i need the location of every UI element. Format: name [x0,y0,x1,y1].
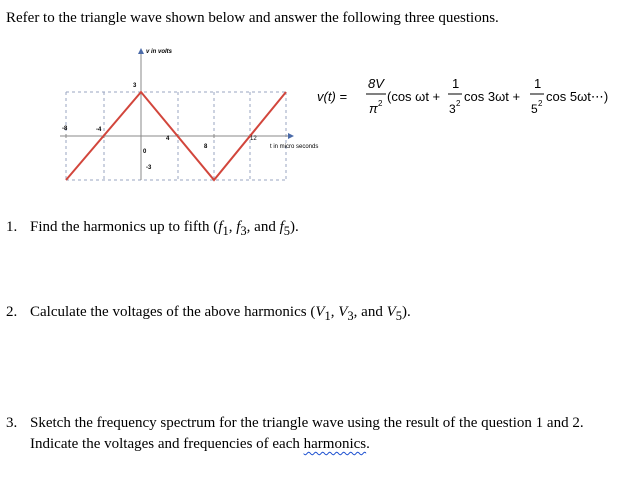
q1-f3: f [236,219,241,235]
x-tick-12: 12 [250,136,257,142]
q1-sub3: 3 [240,224,247,238]
y-tick-3: 3 [133,83,137,89]
coef-den-exp: 2 [378,99,383,108]
x-tick-8: 8 [204,144,208,150]
formula-lhs: v(t) = [317,89,347,104]
q1-pre: Find the harmonics up to fifth ( [30,219,219,235]
q2-m1: , [330,304,339,320]
question-number: 2. [6,304,18,320]
question-1 [6,217,299,242]
q1-sub1: 1 [222,224,229,238]
q1-m1: , [228,219,237,235]
q2-post: ). [402,304,411,320]
q3-line2c: . [366,436,370,452]
formula-open: (cos ωt + [387,89,441,104]
q3-spellcheck-word: harmonics [303,436,367,452]
x-axis-arrow [288,133,294,139]
q1-m2: , and [246,219,280,235]
q2-sub1: 1 [324,309,331,323]
question-3 [6,413,622,455]
x-tick-4: 4 [166,136,170,142]
f2-num: 1 [534,76,542,91]
q2-sub5: 5 [395,309,403,323]
q3-line1: Sketch the frequency spectrum for the triangle wave using the result of the question 1 and 2. [30,415,584,431]
q2-m2: , and [353,304,387,320]
term-3: cos 3ωt + [464,89,521,104]
y-axis-label: v in volts [146,49,173,55]
q1-f5: f [279,219,284,235]
q1-f1: f [218,219,223,235]
f1-den-exp: 2 [456,99,461,108]
q3-line2a: Indicate the voltages and frequencies of each [30,436,304,452]
fourier-formula [0,0,624,130]
x-tick-neg4: -4 [96,127,102,133]
coef-den: π [369,101,378,116]
q2-v5: V [386,304,396,320]
q3-line2 [6,434,622,455]
x-tick-0: 0 [143,149,147,155]
q2-pre: Calculate the voltages of the above harmonics ( [30,304,316,320]
f1-den: 3 [449,102,456,116]
q2-v1: V [315,304,325,320]
question-2 [6,302,411,327]
term-5: cos 5ωt⋯) [546,89,609,104]
q1-post: ). [290,219,299,235]
intro-text: Refer to the triangle wave shown below and answer the following three questions. [6,10,499,26]
f2-den-exp: 2 [538,99,543,108]
y-tick-neg3: -3 [146,165,152,171]
x-axis-label: t in micro seconds [270,144,319,150]
q2-sub3: 3 [347,309,354,323]
x-tick-neg8: -8 [62,126,68,132]
f1-num: 1 [452,76,460,91]
question-number: 1. [6,219,18,235]
question-number: 3. [6,415,18,431]
f2-den: 5 [531,102,538,116]
coef-num: 8V [368,76,384,91]
q2-v3: V [338,304,348,320]
q1-sub5: 5 [283,224,290,238]
